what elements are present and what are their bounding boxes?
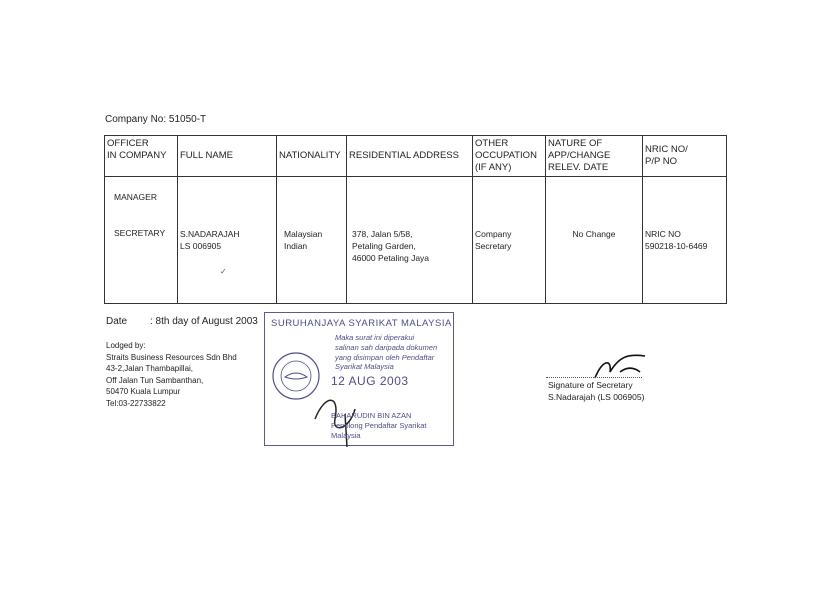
table-row: [105, 177, 727, 304]
tick-mark: ✓: [220, 266, 227, 276]
header-nature: NATURE OF APP/CHANGE RELEV. DATE: [546, 136, 643, 177]
stamp-certification-text: Maka surat ini diperakui salinan sah daripada dokumen yang disimpan oleh Pendaftar Syarikat Malaysia: [335, 333, 438, 372]
cell-full-name: S.NADARAJAH LS 006905 ✓: [178, 177, 277, 304]
lodged-by-block: Lodged by: Straits Business Resources Sdn Bhd 43-2,Jalan Thambapillai, Off Jalan Tun Sambanthan, 50470 Kuala Lumpur Tel:03-22733822: [106, 341, 237, 408]
header-officer: OFFICER IN COMPANY: [105, 136, 178, 177]
header-nric: NRIC NO/ P/P NO: [643, 136, 727, 177]
stamp-date: 12 AUG 2003: [331, 374, 409, 388]
cell-occupation: Company Secretary: [473, 177, 546, 304]
company-number: Company No: 51050-T: [105, 114, 207, 125]
stamp-officer-name: BAHARUDIN BIN AZAN Penolong Pendaftar Syarikat Malaysia: [331, 411, 427, 440]
cell-nric: NRIC NO 590218-10-6469: [643, 177, 727, 304]
header-address: RESIDENTIAL ADDRESS: [347, 136, 473, 177]
cell-officer: [105, 177, 178, 304]
certification-stamp: [264, 312, 454, 446]
date-label: Date: [106, 316, 128, 327]
signature-line: [546, 377, 642, 378]
role-manager: MANAGER: [114, 192, 157, 202]
signature-block: Signature of Secretary S.Nadarajah (LS 006905): [548, 380, 645, 403]
cell-nature: No Change: [546, 177, 643, 304]
date-value: : 8th day of August 2003: [150, 316, 258, 327]
stamp-title: SURUHANJAYA SYARIKAT MALAYSIA: [271, 318, 452, 329]
cell-nationality: Malaysian Indian: [277, 177, 347, 304]
header-nationality: NATIONALITY: [277, 136, 347, 177]
header-full-name: FULL NAME: [178, 136, 277, 177]
officers-table: [104, 135, 727, 304]
cell-address: 378, Jalan 5/58, Petaling Garden, 46000 Petaling Jaya: [347, 177, 473, 304]
table-header-row: [105, 136, 727, 177]
header-occupation: OTHER OCCUPATION (IF ANY): [473, 136, 546, 177]
role-secretary: SECRETARY: [114, 227, 166, 238]
